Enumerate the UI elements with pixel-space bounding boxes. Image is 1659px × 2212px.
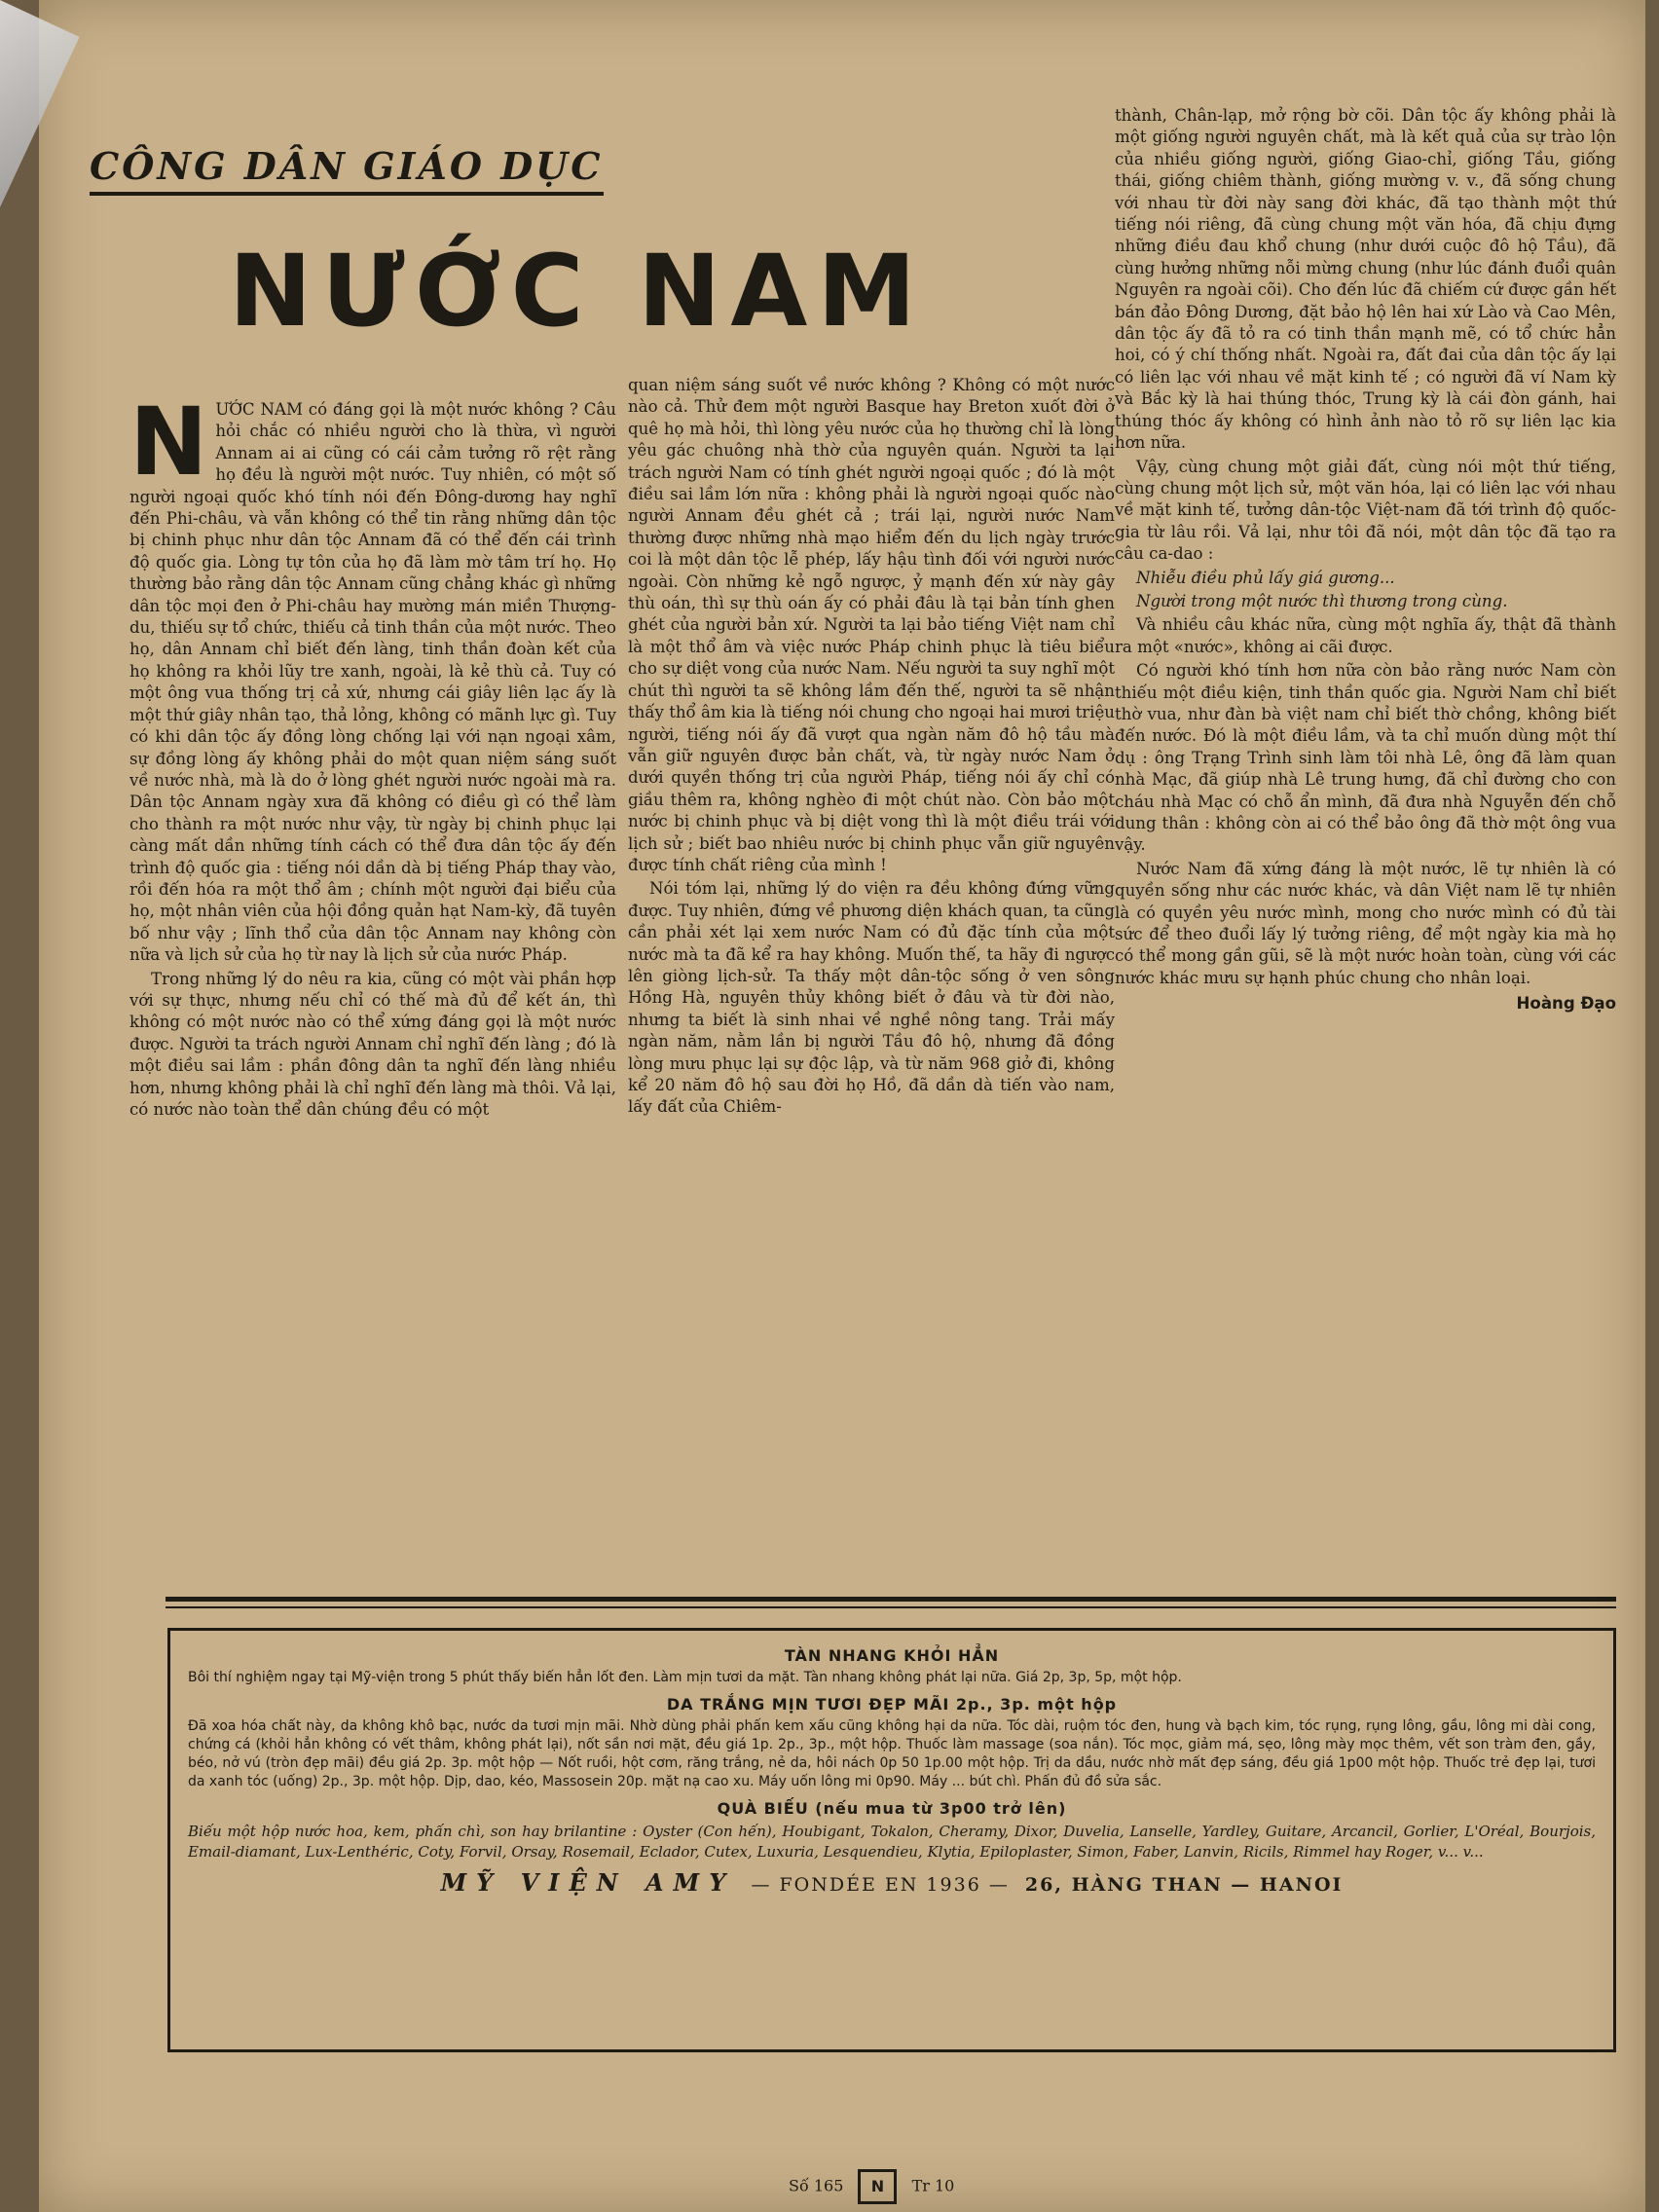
paragraph: thành, Chân-lạp, mở rộng bờ cõi. Dân tộc ấy không phải là một giống người nguyên chất, mà là kết quả của sự trào lộn của nhiều giống người, giống Giao-chỉ, giống Tầu, giống thái, giống chiêm thành, giống mường v. v., đã sống chung với nhau từ đời này sang đời khác, đã tạo thành một thứ tiếng nói riêng, đã cùng chung một văn hóa, đã chịu đựng những điều đau khổ chung (như dưới cuộc đô hộ Tầu), đã cùng hưởng những nỗi mừng chung (như lúc đánh đuổi quân Nguyên ra ngoài cõi). Cho đến lúc đã chiếm cứ được gần hết bán đảo Đông Dương, đặt bảo hộ lên hai xứ Lào và Cao Mên, dân tộc ấy đã tỏ ra có tinh thần mạnh mẽ, có tổ chức hẳn hoi, có ý chí thống nhất. Ngoài ra, đất đai của dân tộc ấy lại có liên lạc với nhau về mặt kinh tế ; có người đã ví Nam kỳ và Bắc kỳ là hai thúng thóc, Trung kỳ là cái đòn gánh, hai thúng thóc ấy không có hình ảnh nào tỏ rõ sự liên lạc kia hơn nữa. <box>1115 106 1616 453</box>
store-name: MỸ VIỆN AMY <box>440 1868 736 1897</box>
ad-heading: DA TRẮNG MỊN TƯƠI ĐẸP MÃI 2p., 3p. một hộp <box>666 1695 1118 1714</box>
paragraph: Trong những lý do nêu ra kia, cũng có một vài phần hợp với sự thực, nhưng nếu chỉ có thế mà đủ để kết án, thì không có một nước nào có thể xứng đáng gọi là một nước được. Người ta trách người Annam chỉ nghĩ đến làng ; đó là một điều sai lầm : phần đông dân ta nghĩ đến làng nhiều hơn, nhưng không phải là chỉ nghĩ đến làng mà thôi. Vả lại, có nước nào toàn thể dân chúng đều có một <box>129 969 616 1119</box>
paragraph: Có người khó tính hơn nữa còn bảo rằng nước Nam còn thiếu một điều kiện, tinh thần quốc gia. Người Nam chỉ biết thờ vua, như đàn bà việt nam chỉ biết thờ chồng, không biết đến nước. Đó là một điều lầm, và ta chỉ muốn dùng một thí dụ : ông Trạng Trình sinh làm tôi nhà Lê, ông đã làm quan nhà Mạc, đã giúp nhà Lê trung hưng, đã chỉ đường cho con cháu nhà Mạc có chỗ ẩn mình, đã đưa nhà Nguyễn đến chỗ dung thân : không còn ai có thể bảo ông đã thờ một ông vua vậy. <box>1115 661 1616 855</box>
ad-heading: QUÀ BIẾU (nếu mua từ 3p00 trở lên) <box>717 1799 1067 1818</box>
paragraph: Nói tóm lại, những lý do viện ra đều không đứng vững được. Tuy nhiên, đứng về phương diện khách quan, ta cũng cần phải xét lại xem nước Nam có đủ đặc tính của một nước mà ta đã kể ra hay không. Muốn thế, ta hãy đi ngược lên giòng lịch-sử. Ta thấy một dân-tộc sống ở ven sông Hồng Hà, nguyên thủy không biết ở đâu và từ đời nào, nhưng ta biết là sinh nhai về nghề nông tang. Trải mấy ngàn năm, nằm lần bị người Tầu đô hộ, nhưng đã đồng lòng mưu phục lại sự độc lập, và từ năm 968 giở đi, không kể 20 năm đô hộ sau đời họ Hồ, đã dần dà tiến vào nam, lấy đất của Chiêm- <box>628 879 1115 1117</box>
paragraph: quan niệm sáng suốt về nước không ? Không có một nước nào cả. Thử đem một người Basque hay Breton xuốt đời ở quê họ mà hỏi, thì lòng yêu nước của họ thường chỉ là lòng yêu gác chuông nhà thờ của nguyên quán. Người ta lại trách người Nam có tính ghét người ngoại quốc ; đó là một điều sai lầm lớn nữa : không phải là người ngoại quốc nào người Annam đều ghét cả ; trái lại, người nước Nam thường được những nhà mạo hiểm đến du lịch ngày trước coi là một dân tộc lễ phép, lấy hậu tình đối với người nước ngoài. Còn những kẻ ngỗ ngược, ỷ mạnh đến xứ này gây thù oán, thì sự thù oán ấy có phải đâu là tại bản tính ghen ghét của người bản xứ. Người ta lại bảo tiếng Việt nam chỉ là một thổ âm và việc nước Pháp chinh phục là tiêu biểu cho sự diệt vong của nước Nam. Nếu người ta suy nghĩ một chút thì người ta sẽ không lầm đến thế, người ta sẽ nhận thấy thổ âm kia là tiếng nói chung cho ngoại hai mươi triệu người, tiếng nói ấy đã vượt qua ngàn năm đô hộ tầu mà vẫn giữ nguyên được bản chất, và, từ ngày nước Nam ở dưới quyền thống trị của người Pháp, tiếng nói ấy chỉ có giầu thêm ra, không nghèo đi một chút nào. Còn bảo một nước bị chinh phục và bị diệt vong thì là một điều trái với lịch sử ; biết bao nhiêu nước bị chinh phục vẫn giữ nguyên được tính chất riêng của mình ! <box>628 376 1115 874</box>
ad-footer: MỸ VIỆN AMY — FONDÉE EN 1936 — 26, HÀNG THAN — HANOI <box>440 1868 1344 1897</box>
paragraph: NƯỚC NAM có đáng gọi là một nước không ? Câu hỏi chắc có nhiều người cho là thừa, vì người Annam ai ai cũng có cái cảm tưởng rõ rệt rằng họ đều là người một nước. Tuy nhiên, có một số người ngoại quốc khó tính nói đến Đông-dương hay nghĩ đến Phi-châu, và vẫn không có thể tin rằng những dân tộc bị chinh phục như dân tộc Annam đã có thể đến cái trình độ quốc gia. Lòng tự tôn của họ đã làm mờ tâm trí họ. Họ thường bảo rằng dân tộc Annam cũng chẳng khác gì những dân tộc mọi đen ở Phi-châu hay mường mán miền Thượng-du, thiếu sự tổ chức, thiếu cả tinh thần của một nước. Theo họ, dân Annam chỉ biết đến làng, tinh thần đoàn kết của họ không ra khỏi lũy tre xanh, ngoài, là kẻ thù cả. Tuy có một ông vua thống trị cả xứ, nhưng cái giây liên lạc ấy là một thứ giây nhân tạo, thả lỏng, không có mãnh lực gì. Tuy có khi dân tộc ấy đồng lòng chống lại với nạn ngoại xâm, sự đồng lòng ấy không phải do một quan niệm sáng suốt về nước nhà, mà là do ở lòng ghét người nước ngoài mà ra. Dân tộc Annam ngày xưa đã không có điều gì có thể làm cho thành ra một nước như vậy, từ ngày bị chinh phục lại càng mất dần những tính cách có thể đưa dân tộc ấy đến trình độ quốc gia : tiếng nói dần dà bị tiếng Pháp thay vào, rồi đến hóa ra một thổ âm ; chính một người đại biểu của họ, một nhân viên của hội đồng quản hạt Nam-kỳ, đã tuyên bố như vậy ; lĩnh thổ của dân tộc Annam nay không còn nữa và lịch sử của họ từ nay là lịch sử của nước Pháp. <box>129 399 616 965</box>
paragraph: Vậy, cùng chung một giải đất, cùng nói một thứ tiếng, cùng chung một lịch sử, một văn hóa, lại có liên lạc với nhau về mặt kinh tế, tưởng dân-tộc Việt-nam đã tới trình độ quốc-gia từ lâu rồi. Vả lại, như tôi đã nói, một dân tộc đã tạo ra câu ca-dao : <box>1115 457 1616 564</box>
column-1 <box>129 399 616 1577</box>
store-address: 26, HÀNG THAN — HANOI <box>1024 1874 1344 1896</box>
paragraph: Và nhiều câu khác nữa, cùng một nghĩa ấy, thật đã thành ra một «nước», không ai cãi được. <box>1115 615 1616 656</box>
section-heading: CÔNG DÂN GIÁO DỤC <box>90 144 604 196</box>
column-3 <box>1115 105 1616 1575</box>
drop-cap: N <box>129 399 208 497</box>
ad-heading: TÀN NHANG KHỎI HẲN <box>784 1646 1000 1665</box>
magazine-logo: N <box>858 2169 897 2204</box>
paragraph: Nước Nam đã xứng đáng là một nước, lẽ tự nhiên là có quyền sống như các nước khác, và dân Việt nam lẽ tự nhiên là có quyền yêu nước mình, mong cho nước mình có đủ tài sức để theo đuổi lấy lý tưởng riêng, để một ngày kia mà họ có thể mong gần gũi, sẽ là một nước hoàn toàn, cùng với các nước khác mưu sự hạnh phúc chung cho nhân loại. <box>1115 859 1616 987</box>
page-number-footer: Số 165 N Tr 10 <box>789 2169 954 2204</box>
column-2 <box>628 375 1115 1577</box>
ad-text: Bôi thí nghiệm ngay tại Mỹ-viện trong 5 phút thấy biến hẳn lốt đen. Làm mịn tươi da mặt. Tàn nhang không phát lại nữa. Giá 2p, 3p, 5p, một hộp. <box>188 1670 1182 1685</box>
advertisement-box <box>167 1628 1616 2052</box>
divider-rule <box>166 1606 1616 1608</box>
verse-line: Nhiễu điều phủ lấy giá gương... <box>1136 568 1395 587</box>
author-signature: Hoàng Đạo <box>1516 994 1616 1014</box>
verse-line: Người trong một nước thì thương trong cùng. <box>1136 591 1508 610</box>
article-title: NƯỚC NAM <box>229 234 926 350</box>
store-founded: FONDÉE EN 1936 <box>779 1874 981 1896</box>
ad-brand-list: Biếu một hộp nước hoa, kem, phấn chì, son hay brilantine : Oyster (Con hến), Houbigant, Tokalon, Cheramy, Dixor, Duvelia, Lanselle, Yardley, Guitare, Arcancil, Gorlier, L'Oréal, Bourjois, Email-diamant, Lux-Lenthéric, Coty, Forvil, Orsay, Rosemail, Eclador, Cutex, Luxuria, Lesquendieu, Klytia, Epiloplaster, Simon, Faber, Lanvin, Ricils, Rimmel hay Roger, v... v... <box>188 1823 1596 1861</box>
divider-rule <box>166 1597 1616 1602</box>
ad-text: Đã xoa hóa chất này, da không khô bạc, nước da tươi mịn mãi. Nhờ dùng phải phấn kem xấu cũng không hại da nữa. Tóc dài, ruộm tóc đen, hung và bạch kim, tóc rụng, rụng lông, gầu, lông mi dài cong, chứng cá (khỏi hẳn không có vết thâm, không phát lại), nốt sần nơi mặt, đều giá 1p. 2p., 3p., một hộp. Thuốc làm massage (soa nắn). Tóc mọc, giảm má, sẹo, lông mày mọc thêm, vết son tràm đen, gầy, béo, nở vú (tròn đẹp mãi) đều giá 2p. 3p. một hộp — Nốt ruồi, hột cơm, răng trắng, nẻ da, hôi nách 0p 50 1p.00 một hộp. Trị da dầu, nước nhờ mất đẹp sáng, đều giá 1p00 một hộp. Thuốc trẻ đẹp lại, tươi da xanh tóc (uống) 2p., 3p. một hộp. Dịp, dao, kéo, Massosein 20p. mặt nạ cao xu. Máy uốn lông mi 0p90. Máy ... bút chì. Phấn đủ đồ sửa sắc. <box>188 1718 1596 1789</box>
